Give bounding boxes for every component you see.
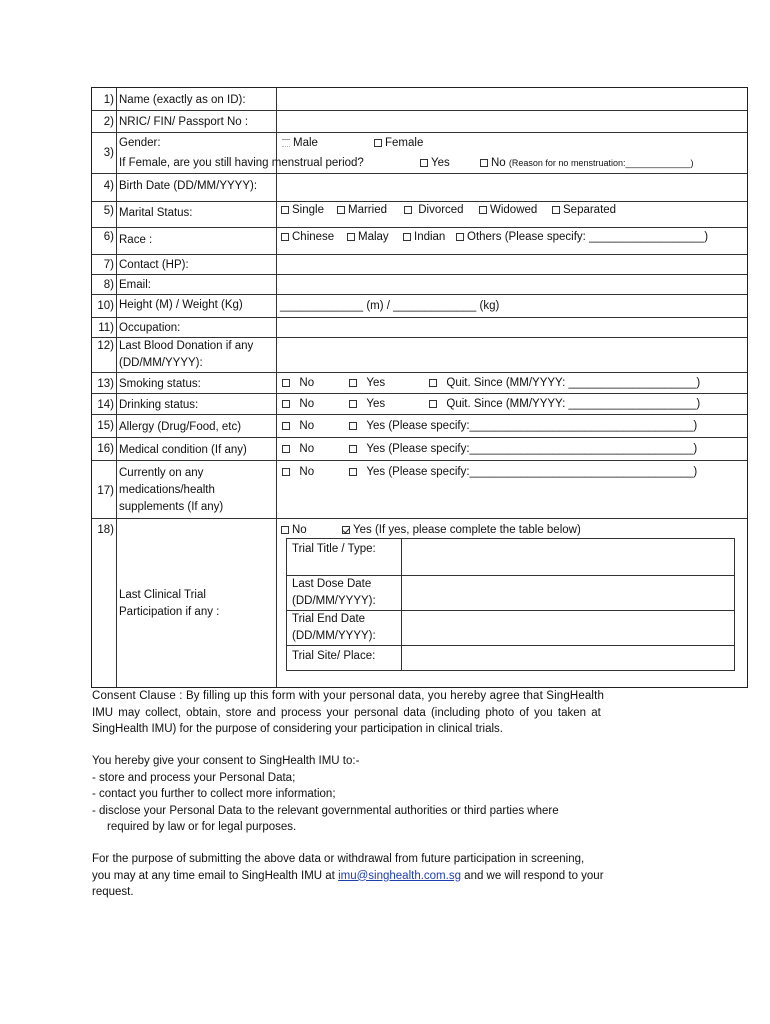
row-number: 6) — [103, 231, 114, 243]
marital-separated-option[interactable] — [552, 203, 616, 217]
row-number: 8) — [103, 279, 114, 291]
closing-line: request. — [92, 886, 134, 898]
no-checkbox[interactable] — [281, 526, 289, 534]
no-checkbox[interactable] — [282, 445, 290, 453]
yes-checkbox-checked[interactable] — [342, 526, 350, 534]
trial-details-table — [286, 538, 735, 671]
closing-line — [92, 868, 692, 885]
email-field[interactable] — [278, 275, 746, 293]
drinking-yes-option[interactable] — [349, 397, 385, 411]
personal-data-form — [91, 87, 748, 688]
blood-donation-label: Last Blood Donation if any — [119, 340, 254, 352]
name-field[interactable] — [278, 89, 746, 109]
divorced-checkbox[interactable] — [404, 206, 412, 214]
email-label: Email: — [119, 279, 151, 291]
male-label: Male — [293, 137, 318, 149]
marital-married-option[interactable] — [337, 203, 387, 217]
closing-line: For the purpose of submitting the above data or withdrawal from future participation in screening, — [92, 853, 585, 865]
blood-donation-field[interactable] — [278, 338, 746, 371]
option-label: Yes (Please specify:___________________________________) — [366, 443, 698, 455]
medications-label: Currently on any — [119, 467, 204, 479]
race-chinese-option[interactable] — [281, 230, 334, 244]
option-label: No — [299, 420, 315, 432]
option-label: Quit. Since (MM/YYYY: ____________________) — [446, 398, 701, 410]
trial-site-label: Trial Site/ Place: — [292, 650, 376, 662]
smoking-yes-option[interactable] — [349, 376, 385, 390]
clinical-trial-label-2: Participation if any : — [119, 606, 220, 618]
chinese-checkbox[interactable] — [281, 233, 289, 241]
drinking-label: Drinking status: — [119, 399, 199, 411]
race-malay-option[interactable] — [347, 230, 389, 244]
row-number: 15) — [97, 420, 114, 432]
race-others-option[interactable] — [456, 230, 708, 244]
yes-label: Yes — [431, 157, 450, 169]
male-checkbox[interactable] — [282, 139, 290, 147]
yes-checkbox[interactable] — [349, 422, 357, 430]
menstrual-no-option[interactable] — [480, 156, 694, 170]
birth-date-label: Birth Date (DD/MM/YYYY): — [119, 180, 258, 192]
height-weight-label: Height (M) / Weight (Kg) — [119, 299, 243, 311]
yes-checkbox[interactable] — [349, 468, 357, 476]
row-number: 18) — [97, 524, 114, 536]
option-label: Indian — [414, 231, 446, 243]
drinking-no-option[interactable] — [282, 397, 314, 411]
option-label: Malay — [358, 231, 389, 243]
option-label: Yes (Please specify:___________________________________) — [366, 420, 698, 432]
name-label: Name (exactly as on ID): — [119, 94, 246, 106]
option-label: Widowed — [490, 204, 538, 216]
row-number: 5) — [103, 205, 114, 217]
email-link[interactable]: imu@singhealth.com.sg — [338, 869, 461, 882]
race-label: Race : — [119, 234, 153, 246]
yes-checkbox[interactable] — [349, 400, 357, 408]
consent-list — [92, 753, 692, 836]
row-number: 1) — [103, 94, 114, 106]
female-label: Female — [385, 137, 424, 149]
closing-text: you may at any time email to SingHealth IMU at — [92, 869, 339, 882]
option-label: Divorced — [418, 204, 464, 216]
others-checkbox[interactable] — [456, 233, 464, 241]
option-label: Yes — [366, 398, 386, 410]
consent-item: required by law or for legal purposes. — [107, 821, 297, 833]
married-checkbox[interactable] — [337, 206, 345, 214]
yes-checkbox[interactable] — [420, 159, 428, 167]
separated-checkbox[interactable] — [552, 206, 560, 214]
trial-yes-option[interactable] — [342, 523, 581, 537]
medications-label-2: medications/health — [119, 484, 215, 496]
widowed-checkbox[interactable] — [479, 206, 487, 214]
row-number: 12) — [97, 340, 114, 352]
option-label: No — [299, 443, 315, 455]
reason-note: (Reason for no menstruation:_____________) — [508, 158, 694, 168]
menstrual-question-label: If Female, are you still having menstrual period? — [119, 157, 364, 169]
consent-line: Consent Clause : By filling up this form with your personal data, you hereby agree that SingHealth — [92, 690, 605, 702]
trial-end-label-2: (DD/MM/YYYY): — [292, 630, 376, 642]
consent-intro: You hereby give your consent to SingHealth IMU to:- — [92, 755, 360, 767]
option-label: No — [292, 524, 307, 536]
last-dose-label-2: (DD/MM/YYYY): — [292, 595, 376, 607]
row-number: 2) — [103, 116, 114, 128]
no-checkbox[interactable] — [282, 422, 290, 430]
option-label: Yes (Please specify:___________________________________) — [366, 466, 698, 478]
nric-label: NRIC/ FIN/ Passport No : — [119, 116, 249, 128]
option-label: Married — [348, 204, 387, 216]
occupation-field[interactable] — [278, 318, 746, 336]
option-label: No — [299, 377, 315, 389]
option-label: No — [299, 398, 315, 410]
option-label: Quit. Since (MM/YYYY: ____________________) — [446, 377, 701, 389]
row-number: 17) — [97, 485, 114, 497]
nric-field[interactable] — [278, 111, 746, 131]
trial-end-field[interactable] — [403, 611, 733, 644]
birth-date-field[interactable] — [278, 175, 746, 199]
trial-no-option[interactable] — [281, 523, 307, 537]
yes-checkbox[interactable] — [349, 379, 357, 387]
drinking-quit-option[interactable] — [429, 397, 700, 411]
row-number: 7) — [103, 259, 114, 271]
marital-status-label: Marital Status: — [119, 207, 193, 219]
no-checkbox[interactable] — [282, 400, 290, 408]
malay-checkbox[interactable] — [347, 233, 355, 241]
contact-field[interactable] — [278, 255, 746, 273]
smoking-no-option[interactable] — [282, 376, 314, 390]
allergy-label: Allergy (Drug/Food, etc) — [119, 421, 242, 433]
no-checkbox[interactable] — [282, 468, 290, 476]
medications-label-3: supplements (If any) — [119, 501, 224, 513]
option-label: Single — [292, 204, 324, 216]
height-weight-field[interactable]: _____________ (m) / _____________ (kg) — [280, 300, 500, 312]
consent-item: - store and process your Personal Data; — [92, 771, 296, 784]
marital-divorced-option[interactable] — [404, 203, 464, 217]
trial-end-label: Trial End Date — [292, 613, 366, 625]
female-checkbox[interactable] — [374, 139, 382, 147]
no-checkbox[interactable] — [480, 159, 488, 167]
smoking-quit-option[interactable] — [429, 376, 700, 390]
option-label: Yes — [366, 377, 386, 389]
medications-yes-option[interactable] — [349, 465, 697, 479]
quit-checkbox[interactable] — [429, 400, 437, 408]
closing-paragraph — [92, 851, 692, 901]
contact-label: Contact (HP): — [119, 259, 189, 271]
smoking-label: Smoking status: — [119, 378, 201, 390]
option-label: Others (Please specify: __________________) — [467, 231, 709, 243]
consent-clause — [92, 688, 692, 738]
allergy-no-option[interactable] — [282, 419, 314, 433]
last-dose-label: Last Dose Date — [292, 578, 372, 590]
no-label: No — [491, 157, 506, 169]
row-number: 16) — [97, 443, 114, 455]
medical-condition-label: Medical condition (If any) — [119, 444, 247, 456]
gender-male-option[interactable] — [282, 136, 318, 150]
consent-item: - contact you further to collect more information; — [92, 788, 336, 800]
option-label: Yes (If yes, please complete the table below) — [353, 524, 581, 536]
row-number: 13) — [97, 378, 114, 390]
single-checkbox[interactable] — [281, 206, 289, 214]
trial-site-field[interactable] — [403, 646, 733, 669]
row-number: 10) — [97, 300, 114, 312]
gender-label: Gender: — [119, 137, 161, 149]
menstrual-yes-option[interactable] — [418, 156, 450, 170]
last-dose-field[interactable] — [403, 576, 733, 609]
blood-donation-label-2: (DD/MM/YYYY): — [119, 357, 203, 369]
consent-line: IMU may collect, obtain, store and process your personal data (including photo of you taken at — [92, 706, 601, 719]
indian-checkbox[interactable] — [403, 233, 411, 241]
race-indian-option[interactable] — [403, 230, 445, 244]
medical-no-option[interactable] — [282, 442, 314, 456]
marital-widowed-option[interactable] — [479, 203, 537, 217]
yes-checkbox[interactable] — [349, 445, 357, 453]
row-number: 4) — [103, 180, 114, 192]
row-number: 11) — [98, 322, 114, 334]
marital-single-option[interactable] — [281, 203, 324, 217]
option-label: No — [299, 466, 315, 478]
consent-item: - disclose your Personal Data to the relevant governmental authorities or third parties where — [92, 804, 559, 817]
medical-yes-option[interactable] — [349, 442, 697, 456]
no-checkbox[interactable] — [282, 379, 290, 387]
clinical-trial-label: Last Clinical Trial — [119, 589, 206, 601]
consent-line: SingHealth IMU) for the purpose of considering your participation in clinical trials. — [92, 723, 504, 735]
trial-title-label: Trial Title / Type: — [292, 543, 376, 555]
option-label: Chinese — [292, 231, 335, 243]
gender-female-option[interactable] — [374, 136, 423, 150]
occupation-label: Occupation: — [119, 322, 181, 334]
option-label: Separated — [563, 204, 617, 216]
trial-title-field[interactable] — [403, 540, 733, 574]
medications-no-option[interactable] — [282, 465, 314, 479]
row-number: 3) — [103, 147, 114, 159]
allergy-yes-option[interactable] — [349, 419, 697, 433]
row-number: 14) — [97, 399, 114, 411]
quit-checkbox[interactable] — [429, 379, 437, 387]
closing-text: and we will respond to your — [460, 869, 604, 882]
